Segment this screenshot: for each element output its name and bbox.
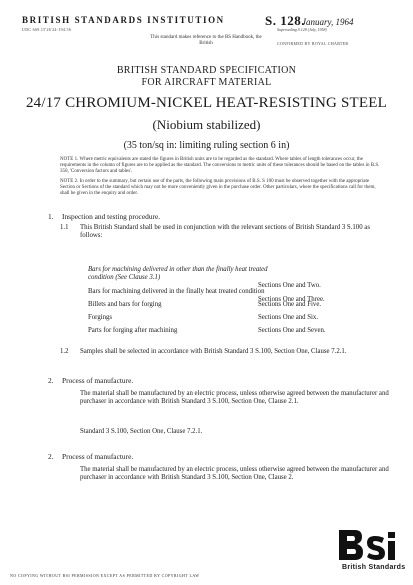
table-row bbox=[88, 301, 388, 309]
section-2-number: 2. bbox=[48, 376, 54, 385]
row-item: Bars for machining delivered in the finally heat treated condition bbox=[88, 287, 265, 295]
note-1: NOTE 1. Where metric equivalents are stated the figures in British units are to be regarded as the standard. Where tables of length tolerances occur, the requirements in the column of figures are to be applied as the standard. The conversions to metric units of these tolerances should be based on the tables in B.S. 350, 'Conversion factors and tables'. bbox=[60, 157, 380, 174]
spec-heading bbox=[0, 65, 413, 89]
institution-name: BRITISH STANDARDS INSTITUTION bbox=[22, 15, 225, 25]
row-section: Sections One and Three. bbox=[258, 295, 325, 303]
clause-1-1-number: 1.1 bbox=[60, 224, 69, 231]
section-1-number: 1. bbox=[48, 212, 54, 221]
row-section: Sections One and Six. bbox=[258, 314, 319, 322]
copyright-footer: NO COPYING WITHOUT BSI PERMISSION EXCEPT AS PERMITTED BY COPYRIGHT LAW bbox=[10, 573, 200, 578]
document-title: 24/17 CHROMIUM-NICKEL HEAT-RESISTING STEEL bbox=[25, 95, 388, 111]
clause-1-2-text: Samples shall be selected in accordance with British Standard 3 S.100, Section One, Clause 7.2.1. bbox=[80, 348, 347, 355]
clause-1-2-number: 1.2 bbox=[60, 348, 69, 355]
spec-code: S. 128. bbox=[265, 13, 305, 28]
ruling-section-note: (35 ton/sq in: limiting ruling section 6 in) bbox=[123, 140, 290, 151]
table-row bbox=[88, 327, 388, 335]
section-3-number: 2. bbox=[48, 452, 54, 461]
row-item: Parts for forging after machining bbox=[88, 327, 178, 335]
row-item: Bars for machining delivered in other than the finally heat treated condition (See Clause 3.1) bbox=[88, 266, 268, 282]
section-3-text: The material shall be manufactured by an electric process, unless otherwise agreed between the manufacturer and purchaser in accordance with British Standard 3 S.100, Section One, Clause 2. bbox=[80, 466, 389, 482]
table-row bbox=[88, 314, 388, 322]
row-section: Sections One and Five. bbox=[258, 300, 322, 308]
handbook-notice: This standard makes reference to the BS Handbook, the British bbox=[150, 35, 262, 46]
section-2-title: Process of manufacture. bbox=[62, 376, 134, 385]
udc-code: UDC 669.15'26'24-194.56 bbox=[22, 27, 72, 32]
clause-1-1-text: This British Standard shall be used in conjunction with the relevant sections of British Standard 3 S.100 as follows: bbox=[80, 224, 370, 240]
section-requirements-table bbox=[88, 266, 388, 341]
spec-heading-line-1: BRITISH STANDARD SPECIFICATION bbox=[116, 65, 297, 76]
section-3-title: Process of manufacture. bbox=[62, 452, 134, 461]
section-1-title: Inspection and testing procedure. bbox=[62, 212, 161, 221]
charter-tag: CONFIRMED BY ROYAL CHARTER bbox=[277, 41, 349, 46]
superseding-note: Superseding S.128 (July, 1958) bbox=[277, 27, 327, 32]
bsi-logo-icon bbox=[335, 527, 399, 563]
section-2-text: The material shall be manufactured by an electric process, unless otherwise agreed between the manufacturer and purchaser in accordance with British Standard 3 S.100, Section One, Clause 2.1. bbox=[80, 390, 389, 406]
row-item: Billets and bars for forging bbox=[88, 300, 162, 308]
section-2-reference: Standard 3 S.100, Section One, Clause 7.2.1. bbox=[80, 428, 203, 435]
brand-subtitle: British Standards bbox=[342, 564, 406, 571]
document-subtitle: (Niobium stabilized) bbox=[152, 117, 261, 132]
table-row bbox=[88, 266, 388, 289]
row-section: Sections One and Two. bbox=[258, 282, 321, 289]
table-row bbox=[88, 287, 388, 303]
row-section: Sections One and Seven. bbox=[258, 327, 326, 335]
issue-date: January, 1964 bbox=[302, 17, 354, 27]
spec-heading-line-2: FOR AIRCRAFT MATERIAL bbox=[141, 77, 272, 88]
note-2: NOTE 2. In order to the summary, but certain use of the parts, the following main provisions of B.S. S 100 must be observed together with the appropriate Section or Sections of the standard which may not be more conveniently given in the purchase order. Other particulars, where the specifications call for them, shall be given in the enquiry and order. bbox=[60, 179, 376, 196]
notes-block bbox=[60, 157, 380, 201]
row-item: Forgings bbox=[88, 314, 113, 322]
